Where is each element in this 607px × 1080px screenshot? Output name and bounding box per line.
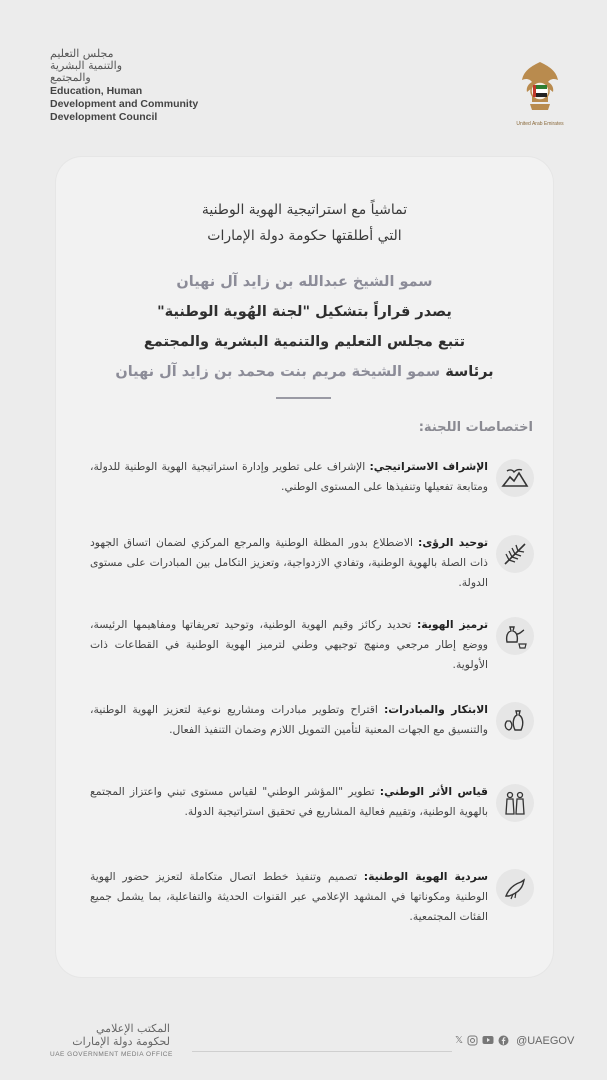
media-office-ar-line2: لحكومة دولة الإمارات (72, 1035, 170, 1048)
social-handle[interactable]: @UAEGOV (516, 1035, 575, 1047)
social-links (455, 1032, 575, 1050)
header (0, 0, 607, 150)
intro-line-2: التي أطلقتها حكومة دولة الإمارات (207, 228, 402, 244)
content-card (56, 157, 553, 977)
coffee-pot-icon (496, 617, 534, 655)
media-office-ar-line1: المكتب الإعلامي (96, 1022, 170, 1035)
item-strategic-oversight (90, 459, 534, 529)
decree-line-3: تتبع مجلس التعليم والتنمية البشرية والمجتمع (143, 334, 466, 350)
council-name-ar-line1: مجلس التعليم (50, 47, 114, 60)
item-body: الإشراف على تطوير وإدارة استراتيجية الهوية الوطنية للدولة، ومتابعة تفعيلها وتنفيذها على المستوى الوطني. (90, 460, 488, 493)
intro (56, 197, 553, 249)
media-office-logo (50, 1022, 190, 1058)
palm-frond-icon (496, 535, 534, 573)
media-office-en: UAE GOVERNMENT MEDIA OFFICE (50, 1051, 173, 1058)
youtube-icon[interactable] (482, 1035, 494, 1047)
item-body: تصميم وتنفيذ خطط اتصال متكاملة لتعزيز حضور الهوية الوطنية ومكوناتها في المشهد الإعلامي عبر القنوات الحديثة والتفاعلية، بما يشمل جميع الفئات المجتمعية. (90, 870, 488, 923)
decree-line-2: يصدر قراراً بتشكيل "لجنة الهُوية الوطنية" (157, 304, 452, 320)
instagram-icon[interactable] (467, 1035, 478, 1047)
item-text (90, 457, 488, 497)
item-heading: الابتكار والمبادرات: (383, 703, 488, 716)
decree (76, 267, 533, 387)
intro-line-1: تماشياً مع استراتيجية الهوية الوطنية (201, 202, 408, 218)
item-body: تطوير "المؤشر الوطني" لقياس مستوى تبني واعتزاز المجتمع بالهوية الوطنية، وتقييم فعالية المشاريع في تحقيق استراتيجية الدولة. (90, 785, 488, 818)
x-icon[interactable]: 𝕏 (455, 1035, 464, 1046)
item-heading: الإشراف الاستراتيجي: (369, 460, 488, 473)
item-unifying-visions (90, 535, 534, 605)
council-name-en: Education, Human Development and Community Development Council (50, 85, 199, 123)
divider (276, 397, 331, 399)
section-title: اختصاصات اللجنة: (418, 420, 533, 435)
uae-emblem-icon (518, 58, 562, 116)
decree-line-4-name: سمو الشيخة مريم بنت محمد بن زايد آل نهيان (115, 364, 441, 380)
item-heading: توحيد الرؤى: (418, 536, 488, 549)
decree-line-1: سمو الشيخ عبدالله بن زايد آل نهيان (176, 274, 433, 290)
item-identity-coding (90, 617, 534, 687)
item-heading: سردية الهوية الوطنية: (363, 870, 488, 883)
council-name-ar-line3: والمجتمع (50, 71, 91, 84)
traditional-figures-icon (496, 784, 534, 822)
item-text (90, 533, 488, 593)
emblem-caption: United Arab Emirates (516, 121, 564, 127)
decree-line-4-prefix: برئاسة (445, 364, 494, 380)
item-text (90, 867, 488, 927)
item-text (90, 700, 488, 740)
decree-line-4 (76, 357, 533, 387)
item-text (90, 615, 488, 675)
item-heading: قياس الأثر الوطني: (379, 785, 488, 798)
item-impact-measurement (90, 784, 534, 854)
item-body: اقتراح وتطوير مبادرات ومشاريع نوعية لتعزيز الهوية الوطنية، والتنسيق مع الجهات المعنية لتأمين التمويل اللازم وضمان التنفيذ الفعال. (90, 703, 488, 736)
item-text (90, 782, 488, 822)
item-innovation (90, 702, 534, 772)
footer-divider (192, 1051, 452, 1052)
item-heading: ترميز الهوية: (416, 618, 488, 631)
item-body: الاضطلاع بدور المظلة الوطنية والمرجع المركزي لضمان اتساق الجهود ذات الصلة بالهوية الوطنية، وتفادي الازدواجية، وتعزيز التكامل بين المبادرات على مستوى الدولة. (90, 536, 488, 589)
uae-emblem (505, 58, 575, 127)
item-national-narrative (90, 869, 534, 939)
council-name-ar-line2: والتنمية البشرية (50, 59, 122, 72)
falcon-mountain-icon (496, 459, 534, 497)
facebook-icon[interactable] (498, 1035, 509, 1047)
bird-icon (496, 869, 534, 907)
item-body: تحديد ركائز وقيم الهوية الوطنية، وتوحيد تعريفاتها ومفاهيمها الرئيسة، ووضع إطار مرجعي ومنهج توجيهي وطني لترميز الهوية الوطنية في القطاعات ذات الأولوية. (90, 618, 488, 671)
council-logo (50, 48, 210, 124)
pottery-icon (496, 702, 534, 740)
